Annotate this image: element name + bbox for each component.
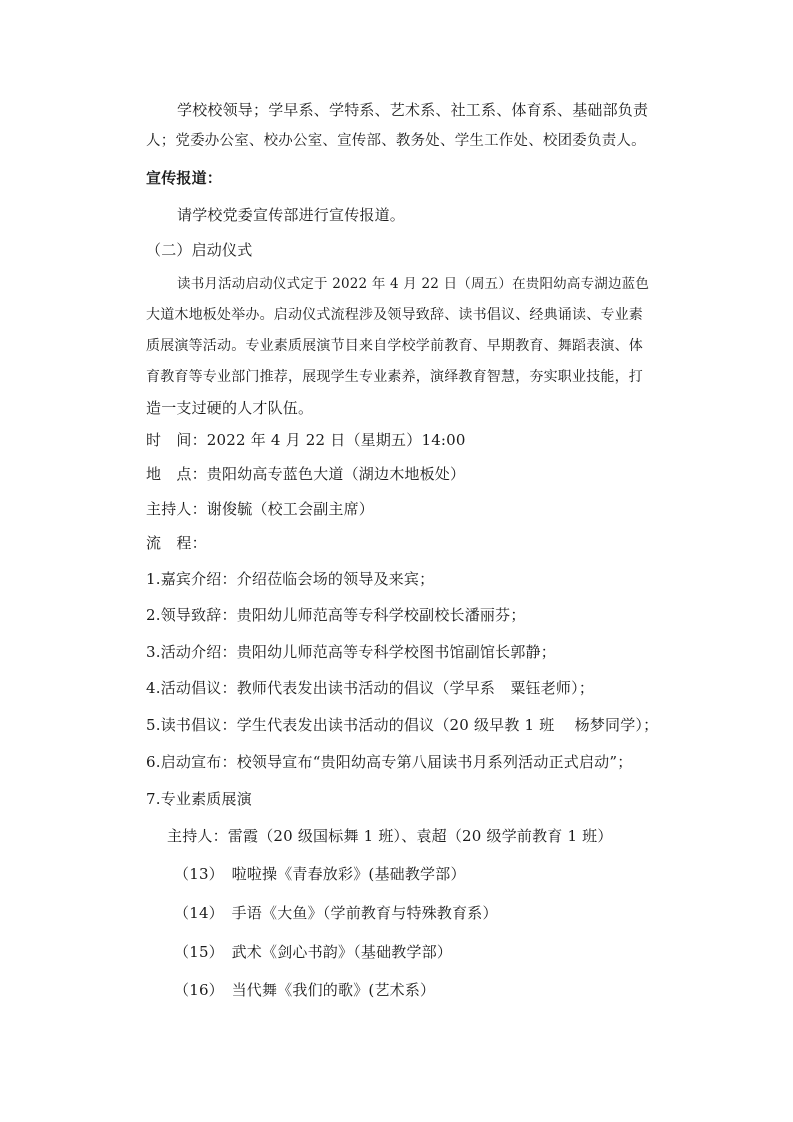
info-place: 地 点：贵阳幼高专蓝色大道（湖边木地板处） — [146, 465, 466, 483]
process-step: 4.活动倡议：教师代表发出读书活动的倡议（学早系 粟钰老师）； — [146, 679, 595, 697]
intro-line: 大道木地板处举办。启动仪式流程涉及领导致辞、读书倡议、经典诵读、专业素 — [146, 307, 643, 323]
performance-item: （15） 武术《剑心书韵》（基础教学部） — [174, 943, 453, 961]
process-step: 5.读书倡议：学生代表发出读书活动的倡议（20 级早教 1 班 杨梦同学）； — [146, 716, 659, 734]
info-host: 主持人：谢俊毓（校工会副主席） — [146, 500, 375, 518]
performance-item: （14） 手语《大鱼》（学前教育与特殊教育系） — [174, 904, 498, 922]
intro-line: 质展演等活动。专业素质展演节目来自学校学前教育、早期教育、舞蹈表演、体 — [146, 338, 643, 354]
section-heading-publicity: 宣传报道： — [146, 169, 223, 187]
performance-item: （13） 啦啦操《青春放彩》(基础教学部） — [174, 865, 466, 883]
paragraph-line: 人；党委办公室、校办公室、宣传部、教务处、学生工作处、校团委负责人。 — [146, 133, 646, 149]
process-step: 1.嘉宾介绍：介绍莅临会场的领导及来宾； — [146, 570, 435, 588]
process-step: 7.专业素质展演 — [146, 790, 252, 808]
intro-line: 育教育等专业部门推荐，展现学生专业素养，演绎教育智慧，夯实职业技能，打 — [146, 369, 643, 385]
intro-line: 读书月活动启动仪式定于 2022 年 4 月 22 日（周五）在贵阳幼高专湖边蓝色 — [177, 276, 650, 292]
paragraph-line: 学校校领导；学早系、学特系、艺术系、社工系、体育系、基础部负责 — [177, 101, 649, 119]
section-heading-launch: （二）启动仪式 — [146, 241, 253, 259]
info-process: 流 程： — [146, 534, 207, 552]
process-step: 2.领导致辞：贵阳幼儿师范高等专科学校副校长潘丽芬； — [146, 606, 526, 624]
info-time: 时 间：2022 年 4 月 22 日（星期五）14:00 — [146, 431, 466, 449]
publicity-text: 请学校党委宣传部进行宣传报道。 — [177, 206, 406, 224]
performance-hosts: 主持人：雷霞（20 级国标舞 1 班）、袁超（20 级学前教育 1 班） — [167, 827, 613, 845]
process-step: 3.活动介绍：贵阳幼儿师范高等专科学校图书馆副馆长郭静； — [146, 643, 556, 661]
intro-line: 造一支过硬的人才队伍。 — [146, 399, 314, 417]
performance-item: （16） 当代舞《我们的歌》(艺术系） — [174, 981, 436, 999]
process-step: 6.启动宣布：校领导宣布“贵阳幼高专第八届读书月系列活动正式启动”； — [146, 753, 633, 771]
